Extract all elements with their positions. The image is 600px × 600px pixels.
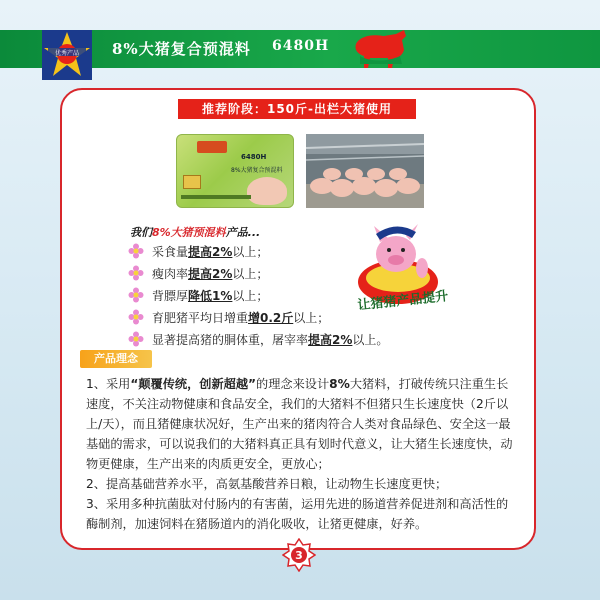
bullet-text: 采食量 [152, 244, 189, 259]
package-code: 6480H [241, 153, 267, 161]
package-pig-image [247, 177, 287, 205]
package-name: 8%大猪复合预混料 [231, 167, 283, 174]
intro-highlight: 8%大猪预混料 [152, 226, 226, 239]
intro-suffix: 产品... [225, 226, 261, 239]
flower-bullet-icon [128, 331, 144, 347]
bullet-highlight: 提高2% [308, 332, 353, 347]
p1-mid: 的理念来设计 [256, 377, 330, 391]
flower-bullet-icon [128, 243, 144, 259]
bullet-text: 显著提高猪的胴体重，屠宰率 [152, 332, 309, 347]
bullet-text-end: 以上。 [352, 332, 389, 347]
star-badge-icon [38, 26, 96, 84]
product-code: 6480H [272, 38, 330, 54]
bullet-text: 育肥猪平均日增重 [152, 310, 249, 325]
p1-bold2: 8% [329, 377, 350, 391]
bullet-text: 背膘厚 [152, 288, 189, 303]
product-title: 8%大猪复合预混料 [112, 40, 251, 58]
slogan-text: 让猪猪产品提升 [356, 289, 449, 314]
p1-bold: “颠覆传统，创新超越” [130, 377, 257, 391]
recommended-stage-bar: 推荐阶段：150斤-出栏大猪使用 [178, 99, 416, 119]
paragraph-3: 3、采用多种抗菌肽对付肠内的有害菌，运用先进的肠道营养促进剂和高活性的酶制剂，加速饲料在猪肠道内的消化吸收，让猪更健康，好养。 [86, 497, 509, 531]
pig-barn-photo [306, 134, 424, 208]
page-number: 3 [295, 549, 303, 562]
bullet-highlight: 增0.2斤 [248, 310, 294, 325]
bullet-text: 瘦肉率 [152, 266, 189, 281]
flower-bullet-icon [128, 309, 144, 325]
page-number-ornament [282, 538, 316, 572]
intro-prefix: 我们 [130, 226, 152, 239]
bullet-text-end: 以上； [232, 288, 269, 303]
cow-logo-icon [350, 26, 412, 70]
flower-bullet-icon [128, 265, 144, 281]
paragraph-2: 2、提高基础营养水平，高氨基酸营养日粮，让动物生长速度更快； [86, 477, 448, 491]
list-item [128, 328, 428, 350]
p1-rest: 大猪料，打破传统只注重生长速度，不关注动物健康和食品安全，我们的大猪料不但猪只生长速度快（2斤以上/天），而且猪健康状况好，生产出来的猪肉符合人类对食品绿色、安全这一最基础的需求，可以说我们的大猪料真正具有划时代意义，让大猪生长速度快，动物更健康，生产出来的肉质更安全，更放心； [86, 377, 513, 471]
bullet-text-end: 以上； [293, 310, 330, 325]
paragraph-1 [86, 374, 520, 474]
concept-paragraphs [86, 374, 520, 534]
product-package-image [176, 134, 294, 208]
package-tag [183, 175, 201, 189]
bullet-highlight: 降低1% [188, 288, 233, 303]
p1-prefix: 1、采用 [86, 377, 131, 391]
flower-bullet-icon [128, 287, 144, 303]
badge-text: 优秀产品 [54, 50, 80, 57]
bullet-text-end: 以上； [232, 266, 269, 281]
package-strip [181, 195, 251, 199]
product-concept-label: 产品理念 [80, 350, 152, 368]
bullet-highlight: 提高2% [188, 244, 233, 259]
package-logo [197, 141, 227, 153]
bullet-highlight: 提高2% [188, 266, 233, 281]
intro-line [130, 224, 260, 240]
bullet-text-end: 以上； [232, 244, 269, 259]
